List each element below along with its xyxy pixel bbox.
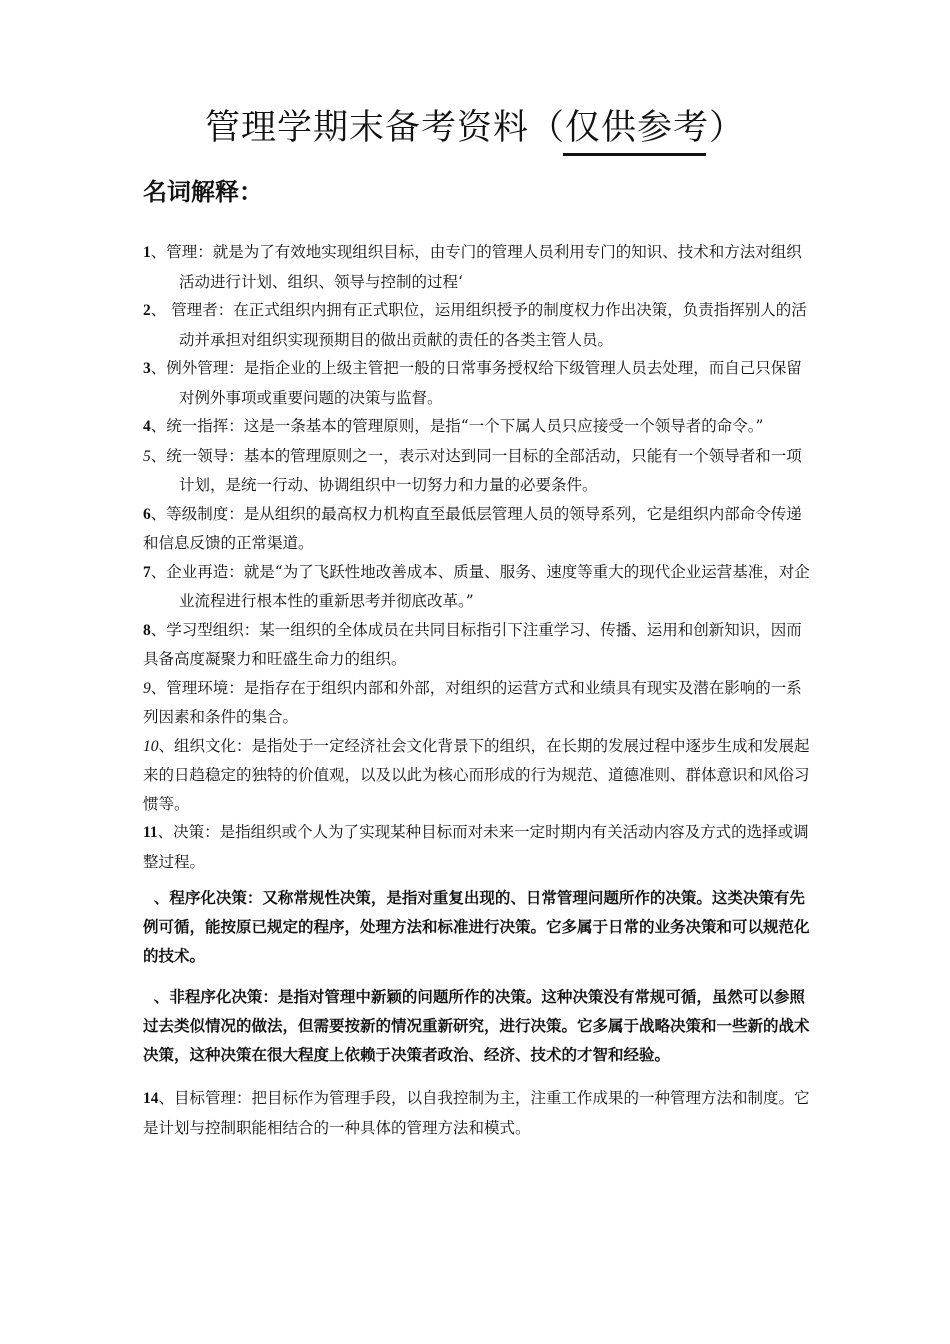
- definition-item: [143, 558, 811, 616]
- definition-item: [143, 442, 811, 500]
- definition-item: [143, 674, 811, 732]
- item-separator: 、: [150, 504, 167, 523]
- item-number: 8: [143, 621, 151, 639]
- definition-item: [143, 732, 811, 819]
- item-number: 2: [143, 302, 151, 319]
- item-separator: 、: [153, 889, 170, 907]
- definitions-list: [143, 238, 811, 1142]
- definition-item-bold: [143, 983, 811, 1070]
- item-text: 统一领导：基本的管理原则之一，表示对达到同一目标的全部活动，只能有一个领导者和一项计划，是统一行动、协调组织中一切努力和力量的必要条件。: [166, 446, 802, 494]
- item-number: 1: [143, 244, 151, 261]
- item-number: 10: [143, 737, 159, 755]
- item-separator: 、: [158, 736, 175, 755]
- document-title: 管理学期末备考资料（仅供参考）: [204, 108, 745, 148]
- definition-item: [143, 238, 811, 296]
- item-number: 6: [143, 505, 151, 523]
- item-text: 管理环境：是指存在于组织内部和外部，对组织的运营方式和业绩具有现实及潜在影响的一系列因素和条件的集合。: [143, 678, 802, 726]
- definition-item: [143, 412, 811, 442]
- item-number: 14: [143, 1090, 159, 1107]
- item-separator: 、: [150, 620, 167, 639]
- item-text: 管理：就是为了有效地实现组织目标，由专门的管理人员利用专门的知识、技术和方法对组织活动进行计划、组织、领导与控制的过程‘: [166, 243, 802, 291]
- item-separator: 、: [150, 562, 167, 581]
- item-separator: 、: [150, 243, 167, 261]
- item-separator: 、: [150, 678, 167, 697]
- item-text: 管理者：在正式组织内拥有正式职位，运用组织授予的制度权力作出决策，负责指挥别人的活动并承担对组织实现预期目的做出贡献的责任的各类主管人员。: [171, 301, 807, 349]
- item-text: 例外管理：是指企业的上级主管把一般的日常事务授权给下级管理人员去处理，而自己只保留对例外事项或重要问题的决策与监督。: [166, 359, 802, 407]
- item-text: 目标管理：把目标作为管理手段，以自我控制为主，注重工作成果的一种管理方法和制度。它是计划与控制职能相结合的一种具体的管理方法和模式。: [143, 1089, 810, 1137]
- definition-item: [143, 354, 811, 412]
- item-separator: 、: [150, 301, 172, 319]
- item-text: 决策：是指组织或个人为了实现某种目标而对未来一定时期内有关活动内容及方式的选择或调整过程。: [143, 823, 809, 871]
- item-number: 5: [143, 447, 151, 465]
- definition-item: [143, 500, 811, 558]
- definition-item: [143, 616, 811, 674]
- definition-item: [143, 1084, 811, 1142]
- item-text: 组织文化：是指处于一定经济社会文化背景下的组织，在长期的发展过程中逐步生成和发展起来的日趋稳定的独特的价值观，以及以此为核心而形成的行为规范、道德准则、群体意识和风俗习惯等。: [143, 736, 810, 813]
- item-lead: 学习型组织：: [166, 620, 260, 639]
- item-separator: 、: [158, 1089, 175, 1107]
- item-text: 程序化决策：又称常规性决策，是指对重复出现的、日常管理问题所作的决策。这类决策有先例可循，能按原已规定的程序，处理方法和标准进行决策。它多属于日常的业务决策和可以规范化的技术。: [143, 889, 810, 965]
- item-number: 11: [143, 824, 158, 841]
- item-separator: 、: [150, 446, 167, 465]
- section-heading: 名词解释：: [143, 178, 263, 206]
- item-number: 4: [143, 418, 151, 435]
- item-separator: 、: [157, 823, 174, 841]
- item-text: 某一组织的全体成员在共同目标指引下注重学习、传播、运用和创新知识，因而具备高度凝聚力和旺盛生命力的组织。: [143, 620, 802, 668]
- definition-item: [143, 818, 811, 876]
- item-text: 企业再造：就是“为了飞跃性地改善成本、质量、服务、速度等重大的现代企业运营基准，对企业流程进行根本性的重新思考并彻底改革。”: [166, 562, 810, 610]
- item-text: 统一指挥：这是一条基本的管理原则，是指“一个下属人员只应接受一个领导者的命令。”: [166, 417, 764, 435]
- item-text: 非程序化决策：是指对管理中新颖的问题所作的决策。这种决策没有常规可循，虽然可以参照过去类似情况的做法，但需要按新的情况重新研究，进行决策。它多属于战略决策和一些新的战术决策，这种决策在很大程度上依赖于决策者政治、经济、技术的才智和经验。: [143, 988, 810, 1064]
- definition-item: [143, 296, 811, 354]
- definition-item-bold: [143, 884, 811, 971]
- item-text: 等级制度：是从组织的最高权力机构直至最低层管理人员的领导系列，它是组织内部命令传递和信息反馈的正常渠道。: [143, 504, 802, 552]
- item-separator: 、: [150, 417, 167, 435]
- item-separator: 、: [153, 988, 170, 1006]
- item-number: 3: [143, 360, 151, 377]
- item-number: 7: [143, 563, 151, 581]
- item-number: 9: [143, 679, 151, 697]
- title-underline: [563, 153, 706, 156]
- item-separator: 、: [150, 359, 167, 377]
